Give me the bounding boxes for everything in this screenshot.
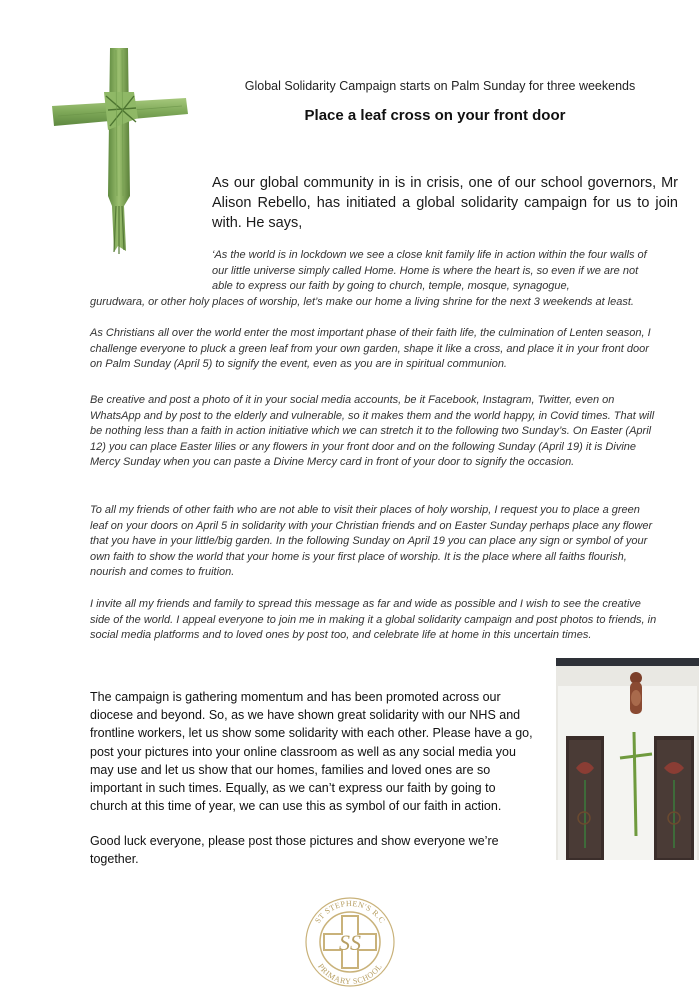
front-door-photo [556,658,699,860]
quote-paragraph-1-rest: gurudwara, or other holy places of worship, let’s make our home a living shrine for the next 3 weekends at least. [90,295,634,308]
campaign-subtitle: Global Solidarity Campaign starts on Palm Sunday for three weekends [244,79,636,93]
page-title: Place a leaf cross on your front door [304,107,566,124]
closing-paragraph: Good luck everyone, please post those pictures and show everyone we’re together. [90,834,499,867]
quote-paragraph-1-first: ‘As the world is in lockdown we see a close knit family life in action within the four walls of our little universe simply called Home. Home is where the heart is, so even if we are not able to express our faith by going to church, temple, mosque, synagogue, [212,249,647,292]
campaign-paragraph: The campaign is gathering momentum and has been promoted across our diocese and beyond. So, as we have shown great solidarity with our NHS and frontline workers, let us show some solidarity with each other. Please have a go, post your pictures into your online classroom as well as any social media you may use and let us show that our homes, families and loved ones are so important in such times. Equally, as we can’t express our faith by going to church at this time of year, we can use this as symbol of our faith in action. [90,690,533,814]
logo-ring-text-bottom: PRIMARY SCHOOL [316,962,384,987]
logo-monogram: SS [339,930,361,955]
quote-paragraph-1 [90,248,660,310]
quote-paragraph-3: Be creative and post a photo of it in your social media accounts, be it Facebook, Instagram, Twitter, even on WhatsApp and by post to the elderly and vulnerable, so it makes them and the world happy, in Covid times. That will be nothing less than a faith in action initiative which we can stretch it to the following two Sunday’s. On Easter (April 12) you can place Easter lilies or any flowers in your front door and on the following Sunday (April 19) it is Divine Mercy Sunday when you can paste a Divine Mercy card in front of your door to signify the occasion. [90,394,655,468]
palm-cross-image [50,46,190,256]
quote-paragraph-5: I invite all my friends and family to spread this message as far and wide as possible and I wish to see the creative side of the world. I appeal everyone to join me in making it a global solidarity campaign and post photos to friends, in social media platforms and to loved ones by post too, and celebrate life at home in this uncertain times. [90,598,657,641]
quote-paragraph-2: As Christians all over the world enter the most important phase of their faith life, the culmination of Lenten season, I challenge everyone to pluck a green leaf from your own garden, shape it like a cross, and place it in your front door on Palm Sunday (April 5) to signify the event, even as you are in spiritual communion. [90,327,651,370]
logo-ring-text-top: ST STEPHEN'S R.C [313,898,387,925]
school-logo [300,890,400,990]
quote-paragraph-4: To all my friends of other faith who are not able to visit their places of holy worship, I request you to place a green leaf on your doors on April 5 in solidarity with your Christian friends and on Easter Sunday perhaps place any flower that you have in your little/big garden. In the following Sunday on April 19 you can place any sign or symbol of your own faith to show the world that your home is your first place of worship. It is the place where all faiths flourish, nourish and comes to fruition. [90,504,653,578]
intro-paragraph: As our global community in is in crisis, one of our school governors, Mr Alison Rebello, has initiated a global solidarity campaign for us to join with. He says, [212,175,678,231]
